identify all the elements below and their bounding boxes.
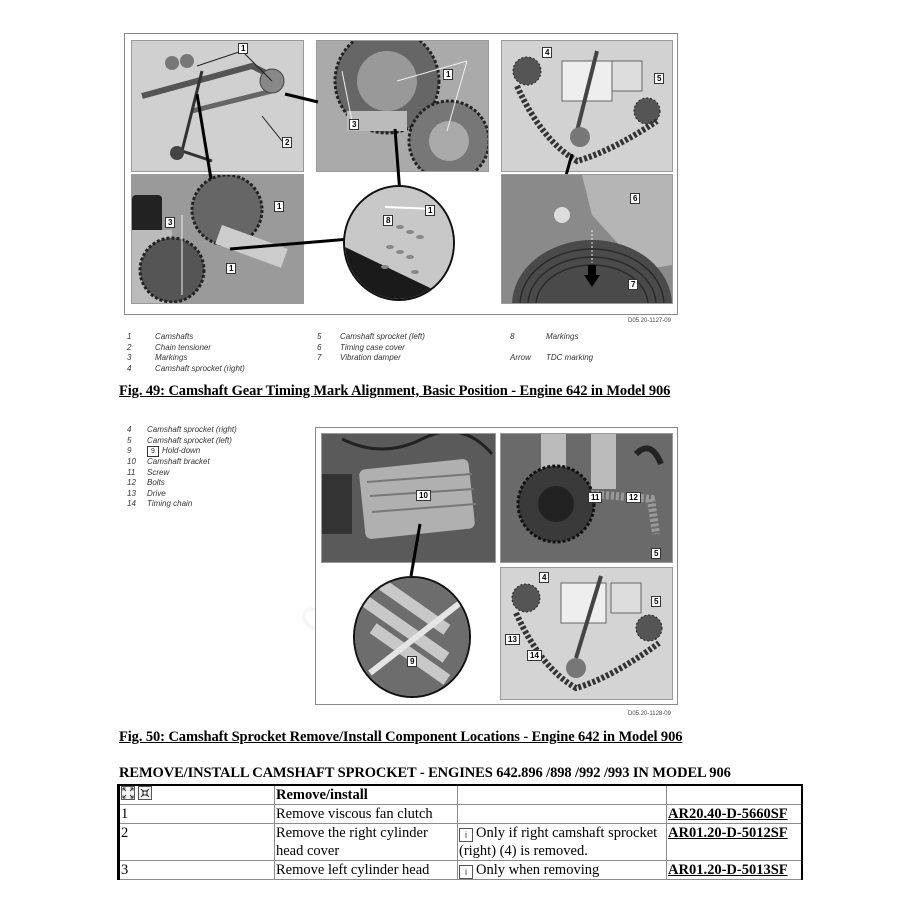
loupe-drawing (345, 187, 453, 299)
info-icon[interactable]: i (459, 828, 473, 842)
callout: 5 (651, 596, 661, 607)
figure-49-caption: Fig. 49: Camshaft Gear Timing Mark Alignment, Basic Position - Engine 642 in Model 906 (119, 383, 671, 399)
legend-item: 14 Timing chain (127, 499, 193, 508)
fig50-panel-engine (321, 433, 496, 563)
fig50-panel-chain (500, 567, 673, 700)
legend-item (510, 343, 593, 354)
header-icons-cell (119, 785, 275, 805)
legend-item: 13 Drive (127, 488, 166, 498)
step-number: 3 (119, 861, 275, 880)
callout: 10 (416, 490, 431, 501)
step-note: Only when removing (476, 862, 600, 878)
callout: 3 (349, 119, 359, 130)
step-action: Remove left cylinder head (275, 861, 458, 880)
figure-49-image (124, 33, 678, 315)
legend-item: 8 Markings (510, 332, 579, 341)
callout: 7 (628, 279, 638, 290)
engine-drawing (322, 434, 495, 562)
tool-icon[interactable]: 9 (147, 446, 159, 457)
fig49-panel-markings (131, 174, 304, 304)
callout: 5 (651, 548, 661, 559)
step-note-cell (458, 861, 667, 880)
header-notes (458, 785, 667, 805)
figure-49-legend-col2 (317, 332, 425, 364)
markings-drawing (132, 175, 303, 303)
figure-50-legend (127, 425, 237, 510)
callout: 3 (165, 217, 175, 228)
reference-link[interactable]: AR01.20-D-5013SF (668, 862, 788, 878)
collapse-icon[interactable] (138, 786, 152, 800)
callout: 9 (407, 656, 417, 667)
callout: 5 (654, 73, 664, 84)
fig49-panel-chain (501, 40, 673, 172)
procedure-table (117, 784, 803, 880)
callout: 1 (274, 201, 284, 212)
reference-link[interactable]: AR01.20-D-5012SF (668, 825, 788, 841)
expand-icon[interactable] (121, 786, 135, 800)
header-reference (667, 785, 803, 805)
gears-drawing (317, 41, 488, 171)
figure-49-legend-col1 (127, 332, 245, 374)
legend-item: 4 Camshaft sprocket (right) (127, 363, 245, 373)
legend-item: 4 Camshaft sprocket (right) (127, 425, 237, 434)
loupe-drawing (355, 578, 469, 696)
table-row (119, 861, 803, 880)
figure-50-id: D05.20-1128-09 (628, 711, 671, 717)
callout: 6 (630, 193, 640, 204)
callout: 1 (238, 43, 248, 54)
chain-drawing (501, 568, 672, 699)
sprocket-drawing (501, 434, 672, 562)
legend-item: 9 9 Hold-down (127, 446, 201, 455)
fig50-loupe-hold-down (353, 576, 471, 698)
legend-item: 7 Vibration damper (317, 353, 401, 362)
step-note (458, 805, 667, 824)
callout: 1 (425, 205, 435, 216)
step-action: Remove viscous fan clutch (275, 805, 458, 824)
legend-item: 10 Camshaft bracket (127, 457, 210, 466)
legend-item: 3 Markings (127, 353, 188, 362)
step-number: 2 (119, 824, 275, 861)
callout: 12 (626, 492, 641, 503)
callout: 8 (383, 215, 393, 226)
legend-item: Arrow TDC marking (510, 353, 594, 362)
callout: 14 (527, 650, 542, 661)
step-number: 1 (119, 805, 275, 824)
step-note-cell (458, 824, 667, 861)
callout: 1 (226, 263, 236, 274)
camshaft-drawing (132, 41, 303, 171)
table-header-row (119, 785, 803, 805)
info-icon[interactable]: i (459, 865, 473, 879)
fig49-loupe-markings (343, 185, 455, 301)
legend-item: 11 Screw (127, 467, 170, 477)
step-action: Remove the right cylinder head cover (275, 824, 458, 861)
procedure-title: REMOVE/INSTALL CAMSHAFT SPROCKET - ENGINES 642.896 /898 /992 /993 IN MODEL 906 (119, 765, 731, 781)
reference-link[interactable]: AR20.40-D-5660SF (668, 806, 788, 822)
chain-drawing (502, 41, 672, 171)
callout: 11 (588, 492, 602, 503)
damper-drawing (502, 175, 672, 303)
figure-49-legend-col3 (510, 332, 593, 364)
table-row (119, 805, 803, 824)
header-remove-install: Remove/install (275, 785, 458, 805)
fig49-panel-damper (501, 174, 673, 304)
fig49-panel-camshafts (131, 40, 304, 172)
callout: 2 (282, 137, 292, 148)
legend-item: 1 Camshafts (127, 332, 194, 341)
step-note: Only if right camshaft sprocket (right) (4) is removed. (459, 825, 658, 859)
callout: 13 (505, 634, 520, 645)
callout: 4 (542, 47, 552, 58)
callout: 1 (443, 69, 453, 80)
legend-item: 5 Camshaft sprocket (left) (317, 332, 425, 341)
table-row (119, 824, 803, 861)
figure-50-caption: Fig. 50: Camshaft Sprocket Remove/Install Component Locations - Engine 642 in Model 906 (119, 729, 683, 745)
legend-item: 5 Camshaft sprocket (left) (127, 435, 232, 445)
legend-item: 2 Chain tensioner (127, 342, 212, 352)
legend-item: 12 Bolts (127, 478, 165, 487)
fig50-panel-sprocket (500, 433, 673, 563)
callout: 4 (539, 572, 549, 583)
legend-item: 6 Timing case cover (317, 342, 405, 352)
figure-49-id: D05.20-1127-09 (628, 318, 671, 324)
fig49-panel-gears (316, 40, 489, 172)
figure-50-image (315, 427, 678, 705)
